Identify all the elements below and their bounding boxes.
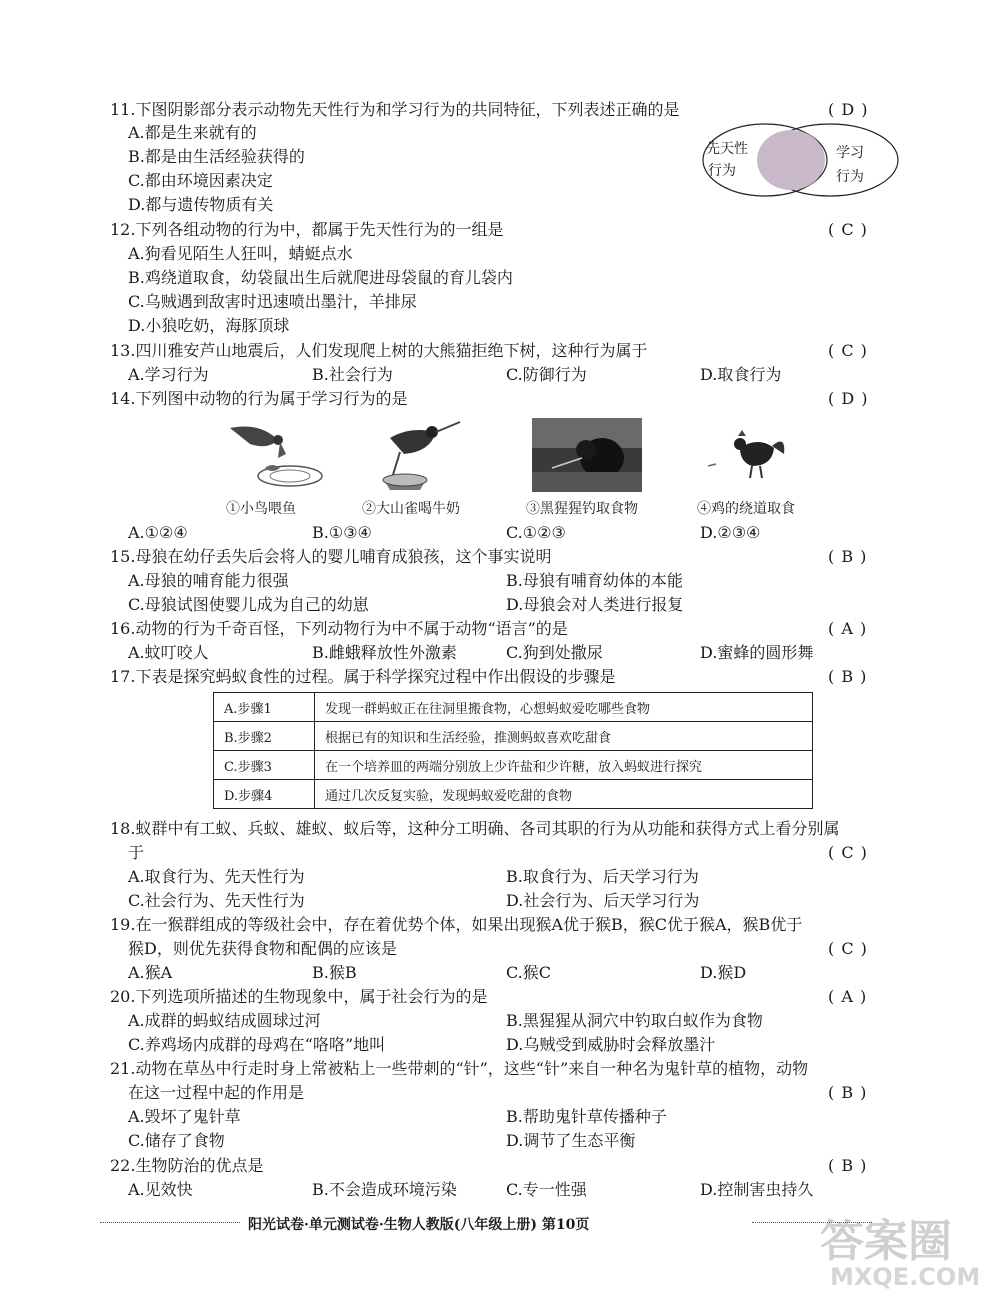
answer-22: ( B ) (828, 1156, 868, 1175)
option-20-c: C.养鸡场内成群的母鸡在“咯咯”地叫 (128, 1035, 386, 1054)
question-18-cont: 于 (128, 843, 145, 862)
option-19-d: D.猴D (700, 963, 747, 982)
image-chimp-fishing (532, 418, 642, 492)
option-18-d: D.社会行为、后天学习行为 (506, 891, 700, 910)
answer-19: ( C ) (828, 939, 868, 958)
option-12-b: B.鸡绕道取食，幼袋鼠出生后就爬进母袋鼠的育儿袋内 (128, 268, 513, 287)
option-11-b: B.都是由生活经验获得的 (128, 147, 305, 166)
option-20-d: D.乌贼受到威胁时会释放墨汁 (506, 1035, 716, 1054)
option-15-d: D.母狼会对人类进行报复 (506, 595, 684, 614)
option-14-a: A.①②④ (128, 523, 188, 542)
table-step-cell: B.步骤2 (214, 722, 315, 751)
question-21-cont: 在这一过程中起的作用是 (128, 1083, 305, 1102)
venn-left-label-2: 行为 (708, 163, 736, 179)
option-15-a: A.母狼的哺育能力很强 (128, 571, 289, 590)
question-11: 11.下图阴影部分表示动物先天性行为和学习行为的共同特征，下列表述正确的是 (110, 100, 680, 119)
question-20: 20.下列选项所描述的生物现象中，属于社会行为的是 (110, 987, 488, 1006)
image-tit-drinking-milk (370, 418, 480, 492)
question-14: 14.下列图中动物的行为属于学习行为的是 (110, 389, 408, 408)
option-18-a: A.取食行为、先天性行为 (128, 867, 305, 886)
venn-diagram (700, 122, 900, 202)
option-16-d: D.蜜蜂的圆形舞 (700, 643, 814, 662)
table-desc-cell: 根据已有的知识和生活经验，推测蚂蚁喜欢吃甜食 (315, 722, 813, 751)
table-row (214, 751, 813, 780)
option-21-a: A.毁坏了鬼针草 (128, 1107, 241, 1126)
question-21: 21.动物在草丛中行走时身上常被粘上一些带刺的“针”，这些“针”来自一种名为鬼针草的植物，动物 (110, 1059, 809, 1078)
question-15: 15.母狼在幼仔丢失后会将人的婴儿哺育成狼孩，这个事实说明 (110, 547, 552, 566)
caption-1: ①小鸟喂鱼 (226, 501, 296, 517)
table-row (214, 722, 813, 751)
answer-11: ( D ) (828, 100, 869, 119)
option-22-b: B.不会造成环境污染 (312, 1180, 457, 1199)
option-21-b: B.帮助鬼针草传播种子 (506, 1107, 667, 1126)
answer-17: ( B ) (828, 667, 868, 686)
question-22: 22.生物防治的优点是 (110, 1156, 264, 1175)
option-13-d: D.取食行为 (700, 365, 782, 384)
option-19-b: B.猴B (312, 963, 357, 982)
option-13-b: B.社会行为 (312, 365, 393, 384)
option-13-c: C.防御行为 (506, 365, 587, 384)
answer-21: ( B ) (828, 1083, 868, 1102)
table-step-cell: C.步骤3 (214, 751, 315, 780)
answer-13: ( C ) (828, 341, 868, 360)
venn-left-label: 先天性 (706, 141, 748, 157)
table-row (214, 693, 813, 722)
question-12: 12.下列各组动物的行为中，都属于先天性行为的一组是 (110, 220, 504, 239)
option-15-c: C.母狼试图使婴儿成为自己的幼崽 (128, 595, 369, 614)
option-11-a: A.都是生来就有的 (128, 123, 257, 142)
option-15-b: B.母狼有哺育幼体的本能 (506, 571, 683, 590)
venn-overlap (757, 130, 825, 190)
option-20-b: B.黑猩猩从洞穴中钓取白蚁作为食物 (506, 1011, 763, 1030)
table-desc-cell: 通过几次反复实验，发现蚂蚁爱吃甜的食物 (315, 780, 813, 809)
option-22-c: C.专一性强 (506, 1180, 587, 1199)
option-12-d: D.小狼吃奶，海豚顶球 (128, 316, 290, 335)
option-16-a: A.蚊叮咬人 (128, 643, 209, 662)
option-13-a: A.学习行为 (128, 365, 209, 384)
footer-dots-left (100, 1222, 240, 1223)
question-18: 18.蚁群中有工蚁、兵蚁、雄蚁、蚁后等，这种分工明确、各司其职的行为从功能和获得方式上看分别属 (110, 819, 840, 838)
experiment-table (213, 692, 813, 809)
footer-text: 阳光试卷·单元测试卷·生物人教版(八年级上册) 第10页 (248, 1217, 590, 1233)
option-16-c: C.狗到处撒尿 (506, 643, 603, 662)
option-22-a: A.见效快 (128, 1180, 193, 1199)
venn-right-label: 学习 (836, 145, 864, 161)
watermark-url: MXQE.COM (830, 1263, 981, 1291)
watermark-logo (800, 1205, 990, 1295)
table-row (214, 780, 813, 809)
answer-15: ( B ) (828, 547, 868, 566)
question-19: 19.在一猴群组成的等级社会中，存在着优势个体，如果出现猴A优于猴B，猴C优于猴A，猴B优于 (110, 915, 803, 934)
option-11-d: D.都与遗传物质有关 (128, 195, 274, 214)
table-desc-cell: 在一个培养皿的两端分别放上少许盐和少许糖，放入蚂蚁进行探究 (315, 751, 813, 780)
option-18-c: C.社会行为、先天性行为 (128, 891, 305, 910)
image-chicken-detour (700, 418, 810, 492)
question-16: 16.动物的行为千奇百怪，下列动物行为中不属于动物“语言”的是 (110, 619, 568, 638)
option-20-a: A.成群的蚂蚁结成圆球过河 (128, 1011, 321, 1030)
option-14-d: D.②③④ (700, 523, 761, 542)
option-14-b: B.①③④ (312, 523, 372, 542)
venn-right-label-2: 行为 (836, 169, 864, 185)
answer-12: ( C ) (828, 220, 868, 239)
caption-2: ②大山雀喝牛奶 (362, 501, 460, 517)
answer-14: ( D ) (828, 389, 869, 408)
option-19-c: C.猴C (506, 963, 552, 982)
option-22-d: D.控制害虫持久 (700, 1180, 814, 1199)
option-21-d: D.调节了生态平衡 (506, 1131, 636, 1150)
table-step-cell: D.步骤4 (214, 780, 315, 809)
option-21-c: C.储存了食物 (128, 1131, 225, 1150)
option-16-b: B.雌蛾释放性外激素 (312, 643, 457, 662)
watermark-text: 答案圈 (820, 1216, 952, 1267)
table-step-cell: A.步骤1 (214, 693, 315, 722)
option-11-c: C.都由环境因素决定 (128, 171, 273, 190)
option-14-c: C.①②③ (506, 523, 566, 542)
question-17: 17.下表是探究蚂蚁食性的过程。属于科学探究过程中作出假设的步骤是 (110, 667, 616, 686)
answer-16: ( A ) (828, 619, 868, 638)
option-12-c: C.乌贼遇到敌害时迅速喷出墨汁，羊排尿 (128, 292, 417, 311)
option-12-a: A.狗看见陌生人狂叫，蜻蜓点水 (128, 244, 353, 263)
question-19-cont: 猴D，则优先获得食物和配偶的应该是 (128, 939, 397, 958)
option-18-b: B.取食行为、后天学习行为 (506, 867, 699, 886)
answer-18: ( C ) (828, 843, 868, 862)
caption-3: ③黑猩猩钓取食物 (526, 501, 638, 517)
question-13: 13.四川雅安芦山地震后，人们发现爬上树的大熊猫拒绝下树，这种行为属于 (110, 341, 648, 360)
image-bird-feeding-fish (220, 418, 330, 492)
option-19-a: A.猴A (128, 963, 173, 982)
answer-20: ( A ) (828, 987, 868, 1006)
table-desc-cell: 发现一群蚂蚁正在往洞里搬食物，心想蚂蚁爱吃哪些食物 (315, 693, 813, 722)
caption-4: ④鸡的绕道取食 (697, 501, 795, 517)
